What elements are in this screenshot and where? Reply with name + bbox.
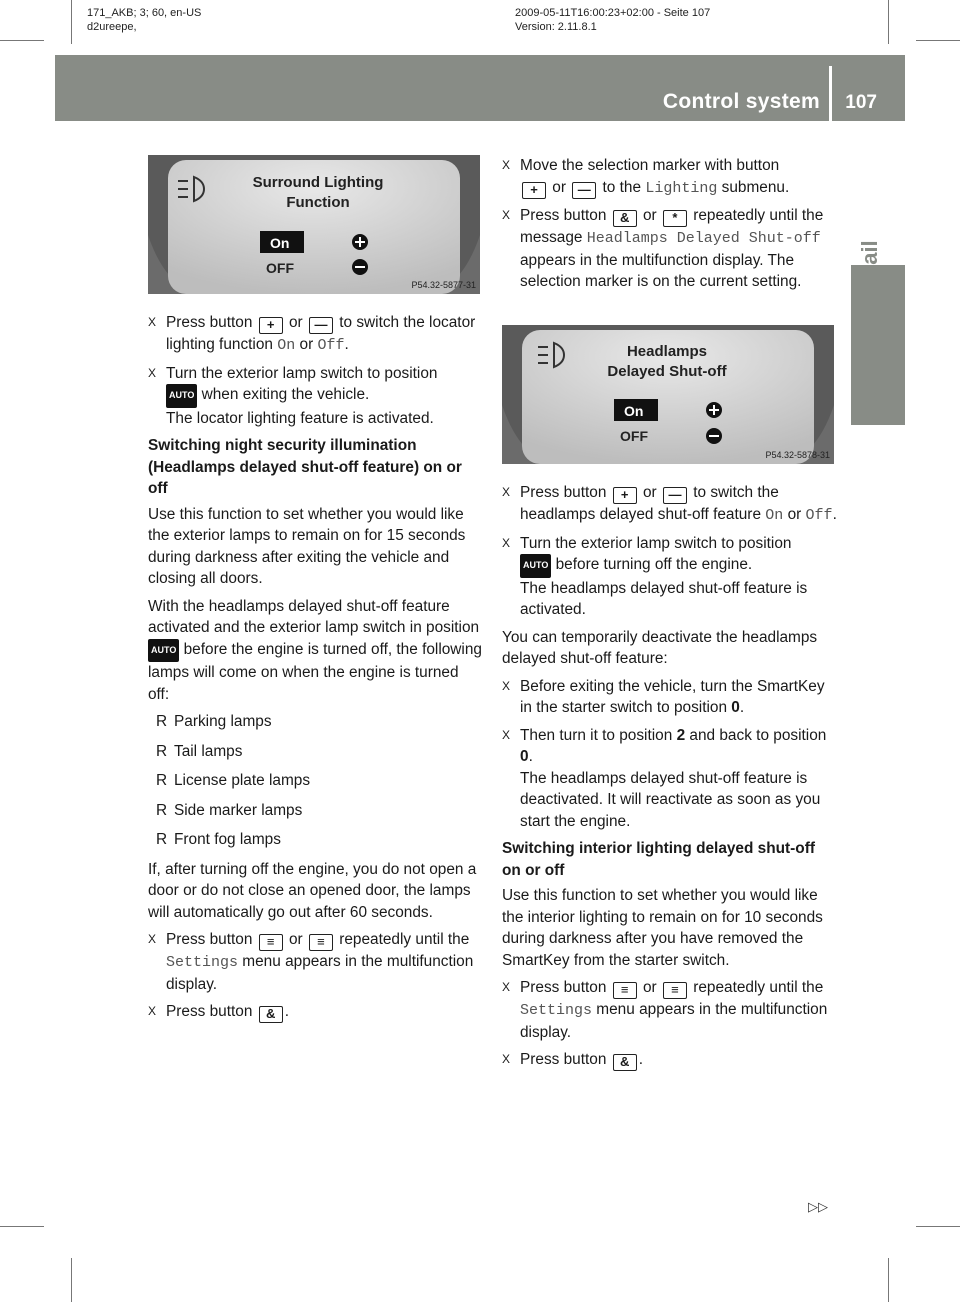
text: to switch the headlamps delayed shut-off feature bbox=[520, 484, 779, 523]
text: and back to position bbox=[689, 726, 827, 744]
text: License plate lamps bbox=[174, 772, 311, 789]
crop-mark bbox=[916, 40, 960, 41]
arrow-icon: X bbox=[148, 365, 157, 380]
display-option-off: OFF bbox=[620, 428, 648, 444]
up-button-icon: & bbox=[613, 1054, 637, 1071]
step bbox=[148, 1001, 483, 1023]
right-column-top bbox=[502, 155, 837, 299]
list-item bbox=[156, 741, 483, 763]
position-value: 0 bbox=[520, 748, 529, 765]
right-column-bottom bbox=[502, 482, 837, 1077]
left-column bbox=[148, 312, 483, 1029]
display-line1: Surround Lighting bbox=[252, 174, 384, 191]
display-text-off: Off bbox=[317, 337, 345, 354]
display-option-on: On bbox=[624, 403, 644, 419]
section-heading: Switching night security illumination (Headlamps delayed shut-off feature) on or off bbox=[148, 437, 462, 497]
text: to the bbox=[602, 178, 642, 196]
text: With the headlamps delayed shut-off feature activated and the exterior lamp switch in position bbox=[148, 597, 480, 636]
text: or bbox=[642, 207, 657, 224]
minus-button-icon: — bbox=[663, 487, 687, 504]
position-value: 2 bbox=[676, 726, 686, 744]
paragraph: Use this function to set whether you would like the exterior lamps to remain on for 15 seconds during darkness after exiting the vehicle and closing all doors. bbox=[148, 505, 466, 587]
crop-mark bbox=[71, 0, 72, 44]
paragraph bbox=[148, 596, 483, 706]
step bbox=[148, 363, 483, 430]
bullet-icon: R bbox=[156, 831, 168, 848]
arrow-icon: X bbox=[148, 932, 157, 946]
display-option-off: OFF bbox=[266, 260, 294, 276]
display-text-on: On bbox=[765, 507, 784, 524]
plus-button-icon: + bbox=[613, 487, 637, 504]
arrow-icon: X bbox=[502, 485, 511, 499]
text: . bbox=[528, 748, 533, 765]
plus-button-icon: + bbox=[259, 317, 283, 334]
menu-left-button-icon: ≡ bbox=[259, 934, 283, 951]
step bbox=[502, 533, 837, 621]
crop-mark bbox=[888, 0, 889, 44]
arrow-icon: X bbox=[502, 980, 511, 994]
bullet-icon: R bbox=[156, 713, 168, 730]
position-value: 0 bbox=[731, 699, 740, 716]
text: The locator lighting feature is activated. bbox=[166, 409, 434, 427]
text: Parking lamps bbox=[174, 713, 272, 730]
text: repeatedly until the bbox=[339, 931, 470, 948]
header-separator bbox=[829, 66, 832, 121]
meta-line: d2ureepe, bbox=[87, 21, 137, 33]
text: menu appears in the multifunction display. bbox=[166, 953, 474, 993]
display-image-surround-lighting bbox=[148, 155, 480, 294]
text: Tail lamps bbox=[174, 742, 243, 760]
text: Press button bbox=[166, 1003, 253, 1020]
bullet-icon: R bbox=[156, 742, 168, 760]
text: repeatedly until the bbox=[693, 979, 824, 996]
meta-line: 171_AKB; 3; 60, en-US bbox=[87, 7, 202, 19]
display-text-settings: Settings bbox=[520, 1002, 593, 1019]
text: Press button bbox=[520, 979, 607, 996]
text: before turning off the engine. bbox=[555, 556, 753, 573]
list-item bbox=[156, 829, 483, 851]
text: repeatedly until the message bbox=[520, 207, 824, 246]
text: Press button bbox=[520, 484, 607, 501]
display-text-lighting: Lighting bbox=[645, 179, 718, 197]
step bbox=[502, 205, 837, 293]
display-text-off: Off bbox=[805, 507, 833, 524]
auto-switch-icon: AUTO bbox=[166, 384, 197, 408]
crop-mark bbox=[916, 1226, 960, 1227]
crop-mark bbox=[888, 1258, 889, 1302]
section-heading: Switching interior lighting delayed shut-off on or off bbox=[502, 840, 815, 879]
bullet-icon: R bbox=[156, 801, 168, 819]
display-line1: Headlamps bbox=[626, 343, 708, 360]
text: The headlamps delayed shut-off feature is deactivated. It will reactivate as soon as you start the engine. bbox=[520, 769, 821, 830]
auto-switch-icon: AUTO bbox=[148, 639, 179, 663]
text: . bbox=[344, 336, 349, 353]
display-svg bbox=[148, 155, 480, 294]
paragraph: You can temporarily deactivate the headlamps delayed shut-off feature: bbox=[502, 628, 818, 667]
paragraph: Use this function to set whether you would like the interior lighting to remain on for 10 seconds during darkness after you have removed the SmartKey from the starter switch. bbox=[502, 887, 823, 969]
minus-button-icon: — bbox=[309, 317, 333, 334]
display-text-on: On bbox=[277, 337, 296, 354]
text: or bbox=[299, 336, 314, 353]
step bbox=[502, 676, 837, 719]
crop-mark bbox=[0, 40, 44, 41]
text: to switch the locator lighting function bbox=[166, 314, 476, 353]
text: . bbox=[284, 1003, 289, 1020]
arrow-icon: X bbox=[502, 208, 511, 222]
text: The headlamps delayed shut-off feature is activated. bbox=[520, 579, 808, 618]
display-image-headlamps-delayed bbox=[502, 325, 834, 464]
meta-line: Version: 2.11.8.1 bbox=[515, 21, 597, 33]
text: Side marker lamps bbox=[174, 801, 303, 819]
text: before the engine is turned off, the following lamps will come on when the engine is turned off: bbox=[148, 640, 482, 703]
text: or bbox=[288, 314, 303, 331]
arrow-icon: X bbox=[502, 158, 511, 172]
step bbox=[502, 725, 837, 833]
list-item bbox=[156, 711, 483, 733]
crop-mark bbox=[0, 1226, 44, 1227]
menu-left-button-icon: ≡ bbox=[613, 982, 637, 999]
list-item bbox=[156, 770, 483, 792]
display-line2: Function bbox=[286, 194, 350, 211]
arrow-icon: X bbox=[502, 727, 511, 742]
list-item bbox=[156, 800, 483, 822]
arrow-icon: X bbox=[148, 315, 157, 329]
text: or bbox=[288, 931, 303, 948]
text: when exiting the vehicle. bbox=[201, 386, 370, 403]
text: Before exiting the vehicle, turn the SmartKey in the starter switch to position bbox=[520, 677, 825, 716]
text: submenu. bbox=[721, 178, 790, 196]
text: or bbox=[787, 506, 802, 523]
text: . bbox=[638, 1051, 643, 1068]
text: Turn the exterior lamp switch to position bbox=[166, 364, 438, 382]
text: . bbox=[832, 506, 837, 523]
page-number: 107 bbox=[845, 92, 877, 113]
arrow-icon: X bbox=[502, 1052, 511, 1066]
text: Move the selection marker with button bbox=[520, 157, 780, 174]
figure-code: P54.32-5878-31 bbox=[765, 450, 830, 460]
auto-switch-icon: AUTO bbox=[520, 554, 551, 578]
bullet-icon: R bbox=[156, 772, 168, 789]
menu-right-button-icon: ≡ bbox=[663, 982, 687, 999]
paragraph: If, after turning off the engine, you do not open a door or do not close an opened door, the lamps will automatically go out after 60 seconds. bbox=[148, 860, 477, 921]
text: Then turn it to position bbox=[520, 726, 673, 744]
continued-icon: ▷▷ bbox=[808, 1199, 828, 1214]
menu-right-button-icon: ≡ bbox=[309, 934, 333, 951]
up-button-icon: & bbox=[613, 210, 637, 227]
figure-code: P54.32-5877-31 bbox=[411, 280, 476, 290]
text: Turn the exterior lamp switch to position bbox=[520, 534, 792, 552]
arrow-icon: X bbox=[502, 535, 511, 550]
step bbox=[148, 929, 483, 995]
arrow-icon: X bbox=[148, 1004, 157, 1018]
down-button-icon: * bbox=[663, 210, 687, 227]
step bbox=[502, 977, 837, 1043]
step bbox=[502, 155, 837, 199]
arrow-icon: X bbox=[502, 678, 511, 693]
side-tab-label: Controls in detail bbox=[857, 240, 882, 420]
display-svg bbox=[502, 325, 834, 464]
text: . bbox=[739, 699, 745, 716]
text: Press button bbox=[520, 207, 607, 224]
minus-button-icon: — bbox=[572, 182, 596, 199]
meta-line: 2009-05-11T16:00:23+02:00 - Seite 107 bbox=[515, 7, 711, 19]
display-text-settings: Settings bbox=[166, 954, 239, 971]
display-option-on: On bbox=[270, 235, 290, 251]
display-line2: Delayed Shut-off bbox=[607, 363, 727, 380]
text: appears in the multifunction display. The selection marker is on the current setting. bbox=[520, 251, 802, 290]
step bbox=[148, 312, 483, 357]
text: or bbox=[642, 484, 657, 501]
meta-top-left bbox=[87, 6, 201, 34]
text: Press button bbox=[166, 314, 253, 331]
text: Press button bbox=[166, 931, 253, 948]
page-title: Control system bbox=[662, 90, 820, 113]
crop-mark bbox=[71, 1258, 72, 1302]
text: Front fog lamps bbox=[174, 831, 281, 848]
plus-button-icon: + bbox=[522, 182, 546, 199]
meta-top-right bbox=[515, 6, 710, 34]
text: menu appears in the multifunction display. bbox=[520, 1001, 828, 1041]
display-text-message: Headlamps Delayed Shut-off bbox=[586, 230, 821, 247]
text: or bbox=[552, 178, 566, 196]
step bbox=[502, 482, 837, 527]
text: or bbox=[642, 979, 657, 996]
text: Press button bbox=[520, 1051, 607, 1068]
up-button-icon: & bbox=[259, 1006, 283, 1023]
step bbox=[502, 1049, 837, 1071]
